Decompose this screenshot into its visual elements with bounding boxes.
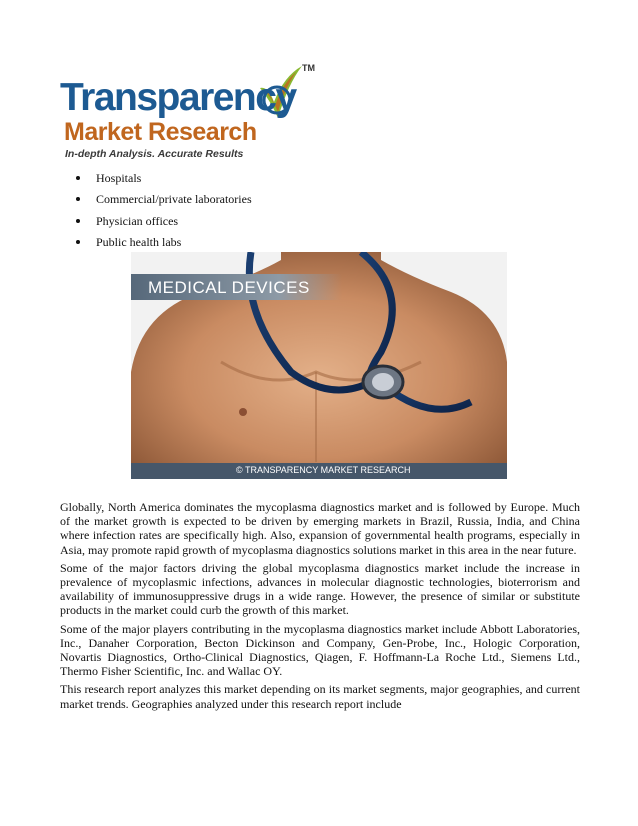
body-text xyxy=(60,500,580,715)
copyright-text: © TRANSPARENCY MARKET RESEARCH xyxy=(236,465,411,475)
company-logo xyxy=(58,60,320,165)
medical-devices-image xyxy=(131,252,507,479)
banner-text: MEDICAL DEVICES xyxy=(148,278,310,297)
bullet-icon xyxy=(76,197,80,201)
list-item xyxy=(72,232,252,253)
list-item-text: Commercial/private laboratories xyxy=(96,192,252,207)
trademark-symbol: TM xyxy=(302,63,315,73)
paragraph: Some of the major players contributing in the mycoplasma diagnostics market include Abbott Laboratories, Inc., Danaher Corporation, Becton Dickinson and Company, Gen-Probe, Inc., Hologic Corporation, Novartis Diagnostics, Ortho-Clinical Diagnostics, Qiagen, F. Hoffmann-La Roche Ltd., Siemens Ltd., Thermo Fisher Scientific, Inc. and Wallac OY. xyxy=(60,621,580,679)
logo-name-line2: Market Research xyxy=(64,118,257,146)
facility-list xyxy=(72,168,252,253)
bullet-icon xyxy=(76,219,80,223)
list-item-text: Physician offices xyxy=(96,213,179,228)
list-item xyxy=(72,189,252,210)
list-item xyxy=(72,168,252,189)
list-item-text: Hospitals xyxy=(96,171,142,185)
paragraph: Globally, North America dominates the mycoplasma diagnostics market and is followed by Europe. Much of the market growth is expected to be driven by emerging markets in Brazil, Russia, India, and China where infection rates are specifically high. Also, expansion of governmental health programs, especially in Asia, may promote rapid growth of mycoplasma diagnostics solutions market in this area in the near future. xyxy=(60,500,580,557)
bullet-icon xyxy=(76,240,80,244)
paragraph: Some of the major factors driving the global mycoplasma diagnostics market include the increase in prevalence of mycoplasmic infections, advances in molecular diagnostic technologies, bioterrorism and availability of immunosuppressive drugs in a wide range. However, the presence of similar or substitute products in the market could curb the growth of this market. xyxy=(60,560,580,618)
list-item-text: Public health labs xyxy=(96,234,182,249)
medical-devices-banner xyxy=(131,274,342,300)
logo-name-line1: Transparency xyxy=(60,76,296,119)
image-copyright-bar xyxy=(131,463,507,479)
paragraph: This research report analyzes this market depending on its market segments, major geographies, and current market trends. Geographies analyzed under this research report include xyxy=(60,682,580,711)
bullet-icon xyxy=(76,176,80,180)
list-item xyxy=(72,211,252,232)
logo-tagline: In-depth Analysis. Accurate Results xyxy=(65,148,244,160)
